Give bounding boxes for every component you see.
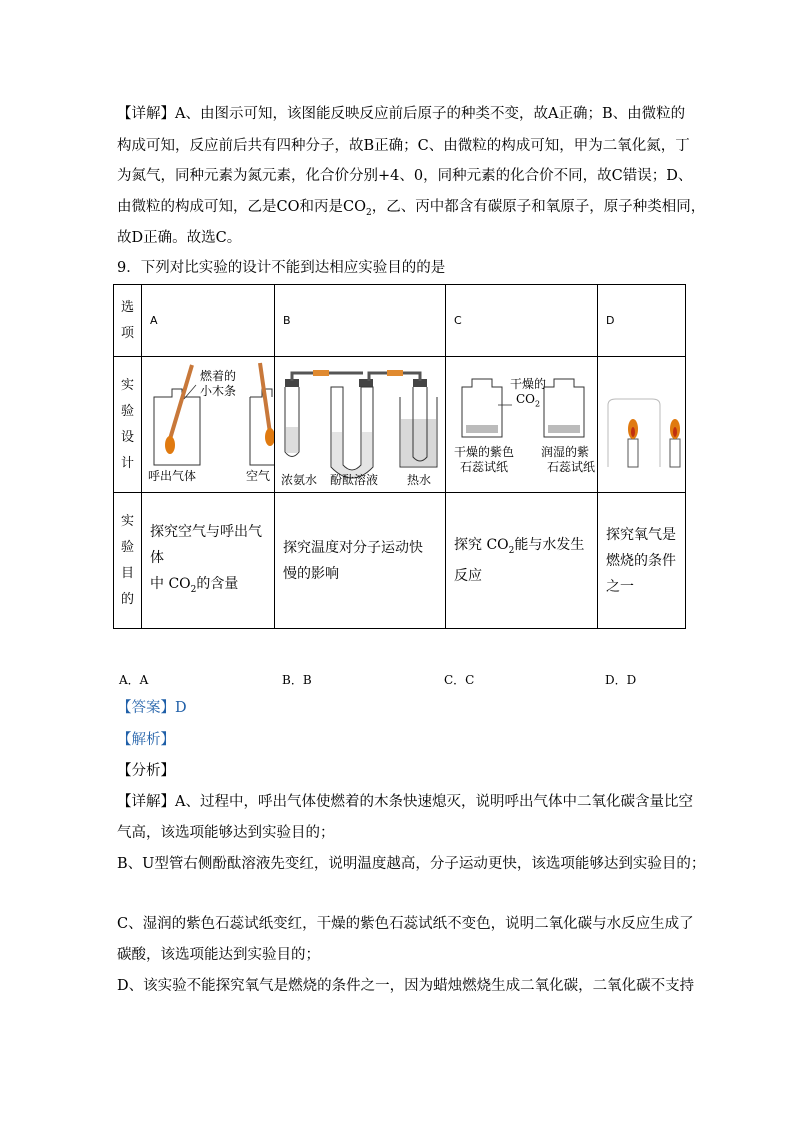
- diagram-b: [275, 357, 446, 493]
- goal-row: [114, 493, 686, 629]
- detail-line-3: 为氮气，同种元素为氮元素，化合价分别+4、0，同种元素的化合价不同，故C错误；D、: [117, 168, 693, 184]
- goal-d: 探究氧气是 燃烧的条件 之一: [598, 493, 686, 629]
- connector-right: [387, 370, 403, 376]
- analyze-label: 【分析】: [117, 763, 175, 779]
- label-burning-stick: 燃着的 小木条: [200, 369, 237, 398]
- jar-exhaled: [154, 389, 200, 465]
- option-c: C: [446, 285, 598, 357]
- choice-d: D．D: [605, 673, 637, 687]
- option-d: D: [598, 285, 686, 357]
- option-a: A: [142, 285, 275, 357]
- choice-a: A．A: [119, 673, 149, 687]
- detail-line-1: 【详解】A、由图示可知，该图能反映反应前后原子的种类不变，故A正确；B、由微粒的: [117, 106, 686, 122]
- option-row: [114, 285, 686, 357]
- answer-detail-5: 碳酸，该选项能达到实验目的；: [117, 947, 320, 963]
- detail-line-5: 故D正确。故选C。: [117, 230, 242, 246]
- wood-stick-right: [260, 363, 270, 433]
- diagram-a: [142, 357, 275, 493]
- goal-row-label: 实 验 目 的: [114, 493, 142, 629]
- goal-a: 探究空气与呼出气 体 中 $CO_2$的含量: [142, 493, 275, 629]
- analysis-label: 【解析】: [117, 732, 175, 748]
- experiment-table: [113, 284, 686, 629]
- answer-detail-3: B、U型管右侧酚酞溶液先变红，说明温度越高，分子运动更快，该选项能够达到实验目的；: [117, 856, 706, 872]
- choice-b: B．B: [282, 673, 312, 687]
- wood-stick-left: [170, 365, 192, 439]
- choice-c: C．C: [444, 673, 475, 687]
- answer-label: 【答案】D: [117, 700, 187, 716]
- label-hot-water: 热水: [407, 473, 432, 487]
- detail-line-4: 由微粒的构成可知，乙是CO和丙是$CO_2$，乙、丙中都含有碳原子和氧原子，原子种类相同，: [117, 199, 706, 218]
- design-row: [114, 357, 686, 493]
- goal-b: 探究温度对分子运动快 慢的影响: [275, 493, 446, 629]
- label-wet-paper: 润湿的紫 石蕊试纸: [541, 445, 596, 474]
- flame-right-icon: [265, 428, 274, 446]
- label-exhaled: 呼出气体: [148, 469, 197, 483]
- design-row-label: 实 验 设 计: [114, 357, 142, 493]
- label-dry-paper: 干燥的紫色 石蕊试纸: [454, 445, 515, 474]
- diagram-c: [446, 357, 598, 493]
- label-phenol: 酚酞溶液: [330, 473, 379, 487]
- option-b: B: [275, 285, 446, 357]
- option-row-label: 选 项: [114, 285, 142, 357]
- label-ammonia: 浓氨水: [281, 473, 318, 487]
- answer-detail-2: 气高，该选项能够达到实验目的；: [117, 825, 335, 841]
- answer-detail-4: C、湿润的紫色石蕊试纸变红，干燥的紫色石蕊试纸不变色，说明二氧化碳与水反应生成了: [117, 916, 694, 932]
- label-dry-co2: 干燥的 $CO_2$: [510, 377, 547, 409]
- detail-line-2: 构成可知，反应前后共有四种分子，故B正确；C、由微粒的构成可知，甲为二氧化氮，丁: [117, 138, 690, 154]
- answer-detail-6: D、该实验不能探究氧气是燃烧的条件之一，因为蜡烛燃烧生成二氧化碳，二氧化碳不支持: [117, 978, 695, 994]
- candle-covered: [628, 439, 638, 467]
- label-air: 空气: [246, 469, 271, 483]
- diagram-d: [598, 357, 686, 493]
- answer-detail-1: 【详解】A、过程中，呼出气体使燃着的木条快速熄灭，说明呼出气体中二氧化碳含量比空: [117, 794, 693, 810]
- diagram-d-svg: [598, 357, 686, 491]
- flame-left-icon: [165, 436, 175, 454]
- connector-left: [313, 370, 329, 376]
- goal-c: 探究 $CO_2$能与水发生 反应: [446, 493, 598, 629]
- stopper-middle: [359, 379, 373, 387]
- question-stem: 9．下列对比实验的设计不能到达相应实验目的的是: [117, 260, 446, 276]
- candle-open: [670, 439, 680, 467]
